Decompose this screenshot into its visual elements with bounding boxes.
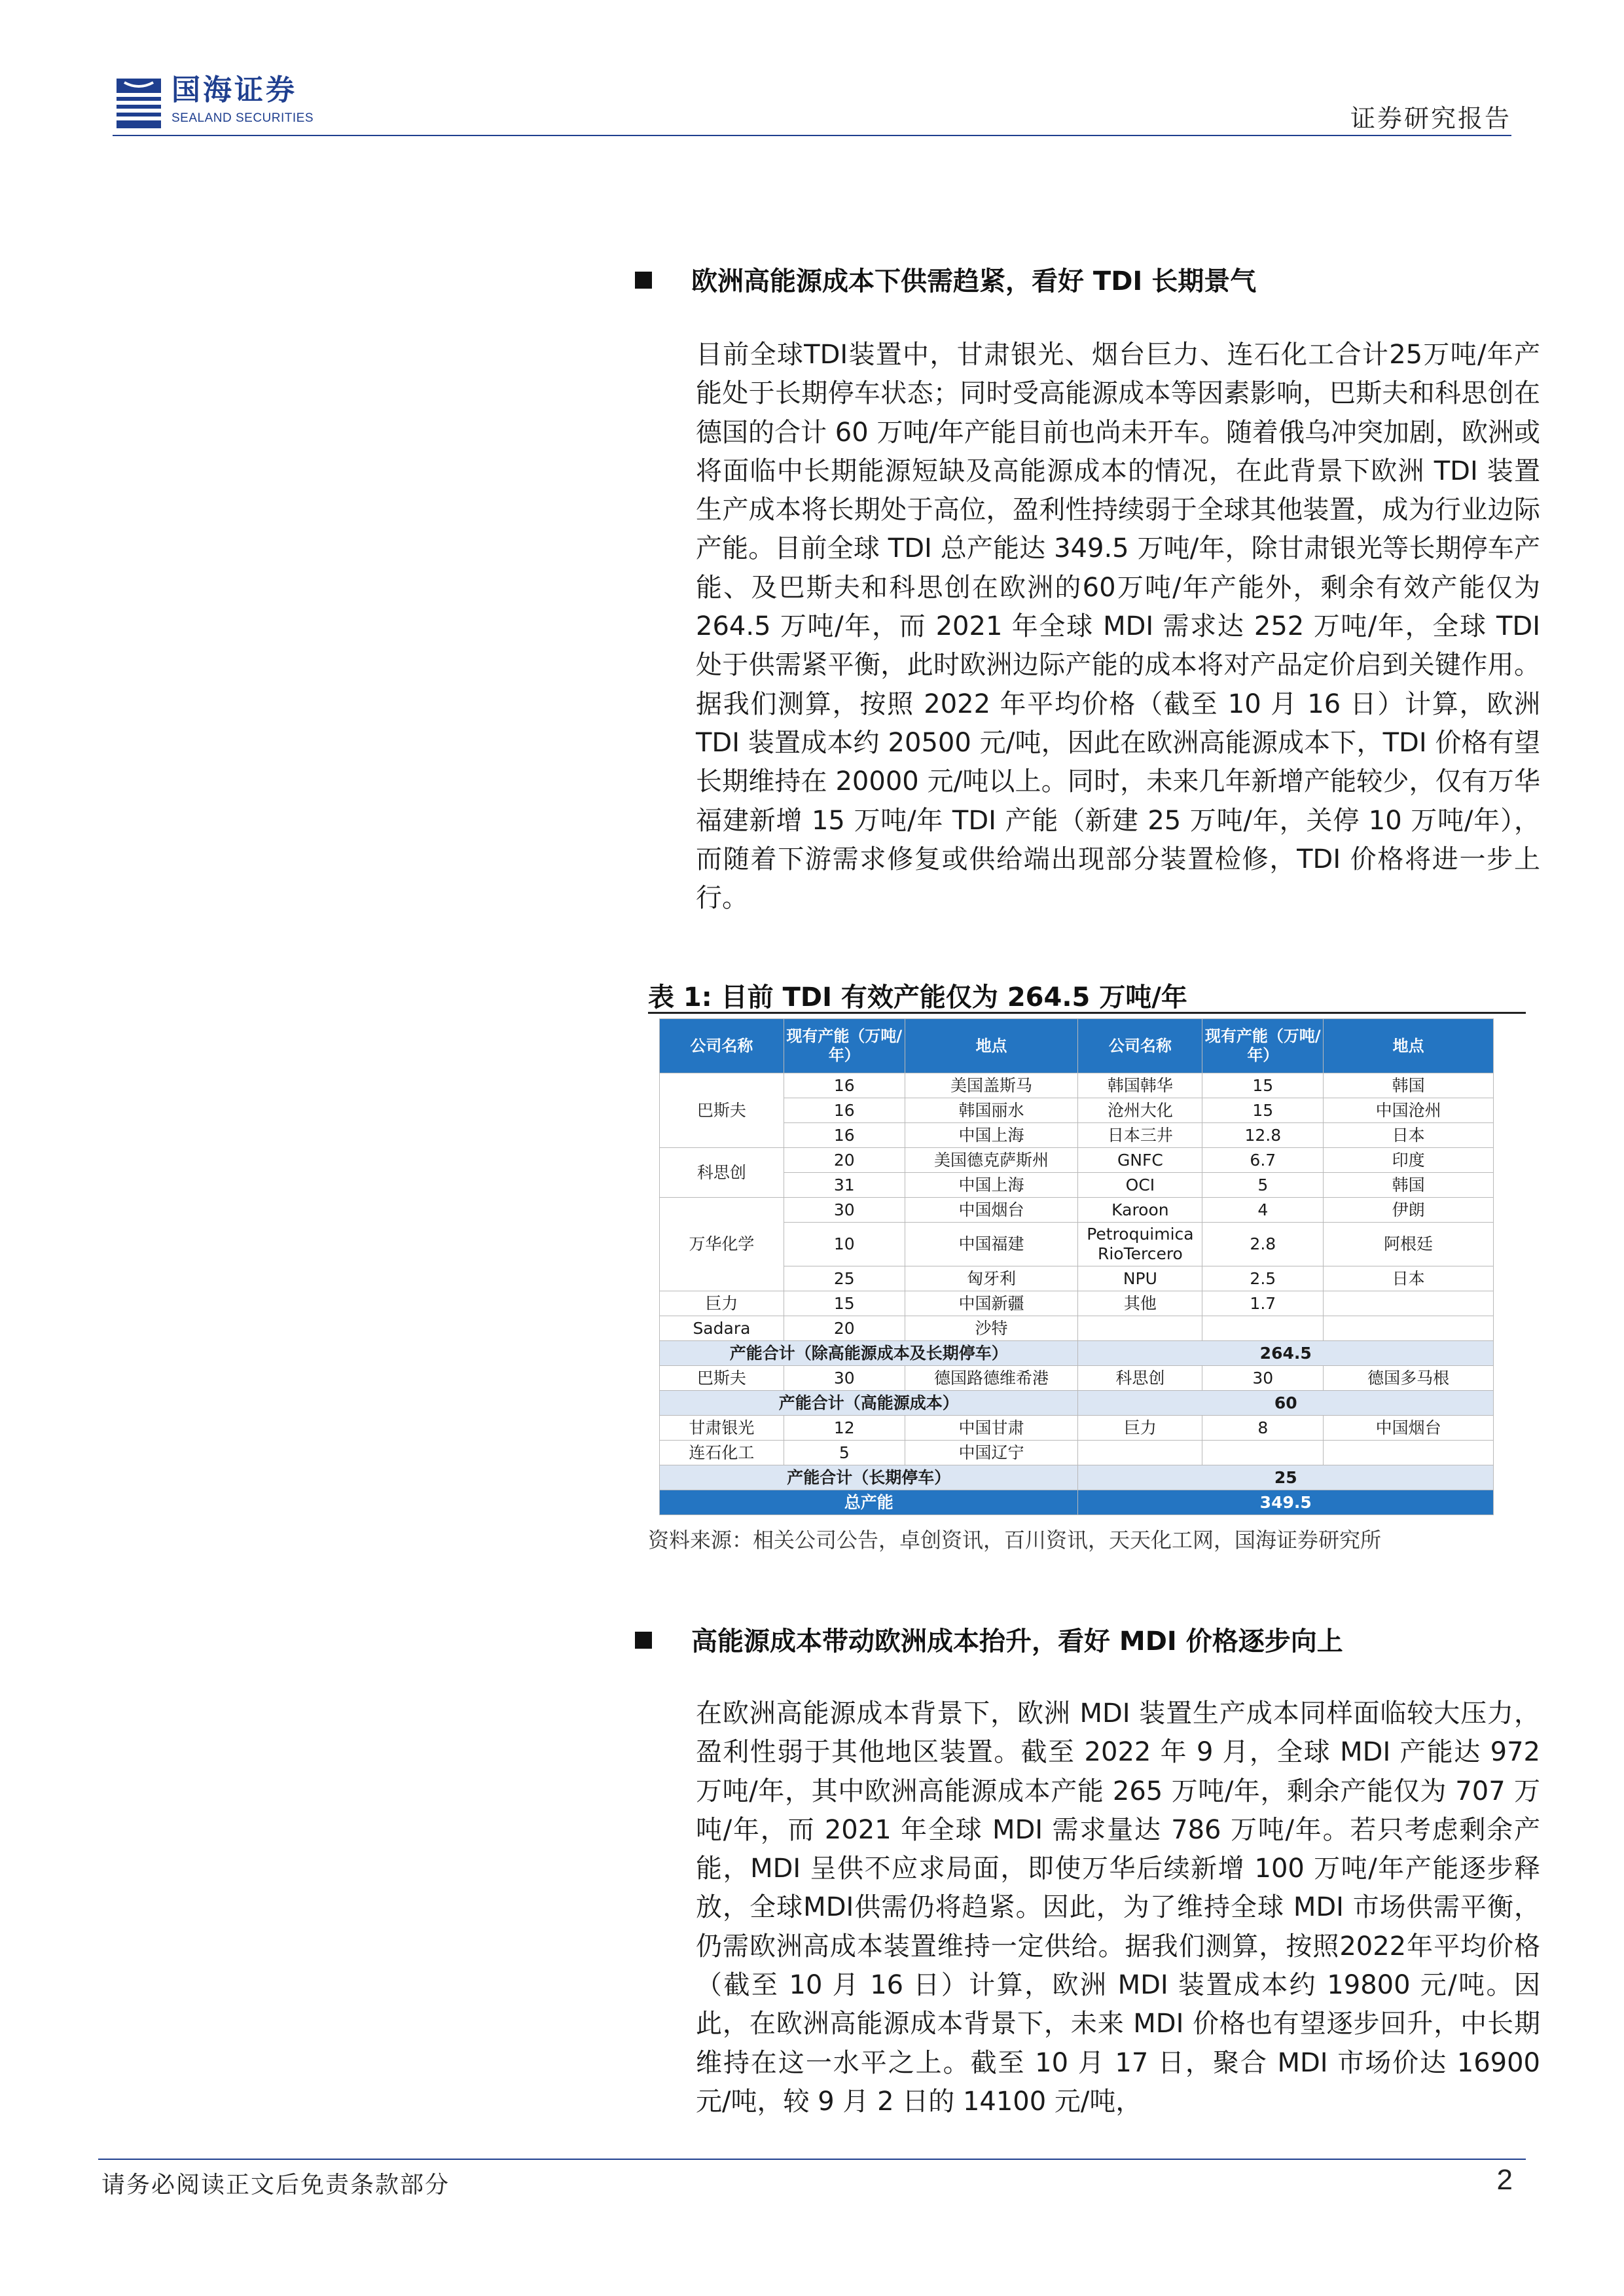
table-cell: NPU bbox=[1078, 1266, 1202, 1291]
table-cell bbox=[1324, 1291, 1494, 1316]
company-cell: 巴斯夫 bbox=[660, 1073, 784, 1148]
table-row bbox=[660, 1123, 1494, 1148]
column-header: 现有产能（万吨/年） bbox=[1202, 1019, 1324, 1073]
footer-divider bbox=[98, 2159, 1526, 2160]
table-cell: 中国新疆 bbox=[905, 1291, 1078, 1316]
table-cell: 阿根廷 bbox=[1324, 1223, 1494, 1266]
bullet-square-icon bbox=[635, 272, 652, 289]
table-cell: 韩国丽水 bbox=[905, 1098, 1078, 1123]
company-cell: 科思创 bbox=[660, 1148, 784, 1198]
table-row bbox=[660, 1148, 1494, 1173]
table-cell: 12 bbox=[784, 1416, 905, 1441]
total-value: 349.5 bbox=[1078, 1490, 1494, 1515]
table-cell: 10 bbox=[784, 1223, 905, 1266]
table-cell: 15 bbox=[1202, 1098, 1324, 1123]
table-cell: 30 bbox=[784, 1198, 905, 1223]
table-cell bbox=[1078, 1316, 1202, 1341]
table-cell bbox=[1202, 1316, 1324, 1341]
table-cell: 1.7 bbox=[1202, 1291, 1324, 1316]
summary-row bbox=[660, 1341, 1494, 1366]
bullet-square-icon bbox=[635, 1632, 652, 1649]
table-cell: 韩国 bbox=[1324, 1173, 1494, 1198]
section-heading-mdi bbox=[635, 1621, 1343, 1658]
table-cell bbox=[1324, 1441, 1494, 1465]
table-cell: 连石化工 bbox=[660, 1441, 784, 1465]
table-title: 表 1: 目前 TDI 有效产能仅为 264.5 万吨/年 bbox=[648, 982, 1187, 1013]
footer-disclaimer: 请务必阅读正文后免责条款部分 bbox=[101, 2172, 450, 2198]
table-cell: 沧州大化 bbox=[1078, 1098, 1202, 1123]
table-cell: 伊朗 bbox=[1324, 1198, 1494, 1223]
table-row bbox=[660, 1441, 1494, 1465]
column-header: 现有产能（万吨/年） bbox=[784, 1019, 905, 1073]
tdi-capacity-table bbox=[659, 1018, 1494, 1515]
paragraph-mdi: 在欧洲高能源成本背景下，欧洲 MDI 装置生产成本同样面临较大压力，盈利性弱于其他地区装置。截至 2022 年 9 月，全球 MDI 产能达 972 万吨/年，其中欧洲高能源成本产能 265 万吨/年，剩余产能仅为 707 万吨/年，而 2021 年全球 MDI 需求量达 786 万吨/年。若只考虑剩余产能，MDI 呈供不应求局面，即使万华后续新增 100 万吨/年产能逐步释放，全球MDI供需仍将趋紧。因此，为了维持全球 MDI 市场供需平衡，仍需欧洲高成本装置维持一定供给。据我们测算，按照2022年平均价格（截至 10 月 16 日）计算，欧洲 MDI 装置成本约 19800 元/吨。因此，在欧洲高能源成本背景下，未来 MDI 价格也有望逐步回升，中长期维持在这一水平之上。截至 10 月 17 日，聚合 MDI 市场价达 16900 元/吨，较 9 月 2 日的 14100 元/吨， bbox=[696, 1698, 1540, 2117]
table-cell: 16 bbox=[784, 1098, 905, 1123]
table-row bbox=[660, 1316, 1494, 1341]
table-cell bbox=[1078, 1441, 1202, 1465]
table-cell: 日本 bbox=[1324, 1123, 1494, 1148]
table-row bbox=[660, 1198, 1494, 1223]
table-row bbox=[660, 1073, 1494, 1098]
brand-name: 国海证券 bbox=[171, 73, 297, 107]
table-cell: 15 bbox=[1202, 1073, 1324, 1098]
table-cell: GNFC bbox=[1078, 1148, 1202, 1173]
table-cell: 15 bbox=[784, 1291, 905, 1316]
table-cell: 中国沧州 bbox=[1324, 1098, 1494, 1123]
table-cell: 30 bbox=[784, 1366, 905, 1391]
section-heading-text: 高能源成本带动欧洲成本抬升，看好 MDI 价格逐步向上 bbox=[691, 1626, 1343, 1657]
table-cell: 其他 bbox=[1078, 1291, 1202, 1316]
table-cell: 日本三井 bbox=[1078, 1123, 1202, 1148]
table-header-row bbox=[660, 1019, 1494, 1073]
section-heading-text: 欧洲高能源成本下供需趋紧，看好 TDI 长期景气 bbox=[691, 266, 1257, 296]
table-cell: 印度 bbox=[1324, 1148, 1494, 1173]
summary-value: 25 bbox=[1078, 1465, 1494, 1490]
table-cell: 2.5 bbox=[1202, 1266, 1324, 1291]
table-row bbox=[660, 1223, 1494, 1266]
brand-name-en: SEALAND SECURITIES bbox=[171, 111, 314, 125]
table-cell: 5 bbox=[784, 1441, 905, 1465]
table-cell: 德国路德维希港 bbox=[905, 1366, 1078, 1391]
summary-label: 产能合计（除高能源成本及长期停车） bbox=[660, 1341, 1078, 1366]
total-row bbox=[660, 1490, 1494, 1515]
table-row bbox=[660, 1366, 1494, 1391]
table-cell: 中国上海 bbox=[905, 1173, 1078, 1198]
table-cell: 中国烟台 bbox=[1324, 1416, 1494, 1441]
table-cell: 12.8 bbox=[1202, 1123, 1324, 1148]
table-cell: 20 bbox=[784, 1148, 905, 1173]
page-number: 2 bbox=[1496, 2164, 1513, 2196]
column-header: 地点 bbox=[1324, 1019, 1494, 1073]
table-cell: 日本 bbox=[1324, 1266, 1494, 1291]
table-row bbox=[660, 1266, 1494, 1291]
table-cell bbox=[1324, 1316, 1494, 1341]
summary-row bbox=[660, 1465, 1494, 1490]
table-cell: 31 bbox=[784, 1173, 905, 1198]
table-cell: 德国多马根 bbox=[1324, 1366, 1494, 1391]
summary-row bbox=[660, 1391, 1494, 1416]
table-cell: 中国辽宁 bbox=[905, 1441, 1078, 1465]
company-cell: 万华化学 bbox=[660, 1198, 784, 1291]
doc-type-label: 证券研究报告 bbox=[1350, 104, 1511, 133]
table-cell: Petroquimica RioTercero bbox=[1078, 1223, 1202, 1266]
table-cell: 5 bbox=[1202, 1173, 1324, 1198]
table-cell: Karoon bbox=[1078, 1198, 1202, 1223]
table-cell: 6.7 bbox=[1202, 1148, 1324, 1173]
table-row bbox=[660, 1173, 1494, 1198]
table-cell: 中国烟台 bbox=[905, 1198, 1078, 1223]
table-cell: 巨力 bbox=[1078, 1416, 1202, 1441]
table-cell: 韩国韩华 bbox=[1078, 1073, 1202, 1098]
table-title-rule bbox=[648, 1012, 1526, 1014]
table-cell: 科思创 bbox=[1078, 1366, 1202, 1391]
table-source-note: 资料来源：相关公司公告，卓创资讯，百川资讯，天天化工网，国海证券研究所 bbox=[648, 1528, 1382, 1552]
table-cell: 巨力 bbox=[660, 1291, 784, 1316]
summary-value: 60 bbox=[1078, 1391, 1494, 1416]
summary-label: 产能合计（高能源成本） bbox=[660, 1391, 1078, 1416]
table-cell: 16 bbox=[784, 1073, 905, 1098]
table-row bbox=[660, 1416, 1494, 1441]
table-cell: 美国德克萨斯州 bbox=[905, 1148, 1078, 1173]
table-row bbox=[660, 1098, 1494, 1123]
table-cell: 巴斯夫 bbox=[660, 1366, 784, 1391]
table-cell: Sadara bbox=[660, 1316, 784, 1341]
sealand-logo-icon bbox=[113, 73, 165, 131]
section-heading-tdi bbox=[635, 260, 1256, 298]
table-cell: 中国甘肃 bbox=[905, 1416, 1078, 1441]
table-cell: 美国盖斯马 bbox=[905, 1073, 1078, 1098]
column-header: 地点 bbox=[905, 1019, 1078, 1073]
table-cell: OCI bbox=[1078, 1173, 1202, 1198]
table-cell: 25 bbox=[784, 1266, 905, 1291]
table-cell: 甘肃银光 bbox=[660, 1416, 784, 1441]
table-cell: 20 bbox=[784, 1316, 905, 1341]
summary-value: 264.5 bbox=[1078, 1341, 1494, 1366]
total-label: 总产能 bbox=[660, 1490, 1078, 1515]
table-cell: 8 bbox=[1202, 1416, 1324, 1441]
table-cell: 4 bbox=[1202, 1198, 1324, 1223]
paragraph-tdi: 目前全球TDI装置中，甘肃银光、烟台巨力、连石化工合计25万吨/年产能处于长期停车状态；同时受高能源成本等因素影响，巴斯夫和科思创在德国的合计 60 万吨/年产能目前也尚未开车。随着俄乌冲突加剧，欧洲或将面临中长期能源短缺及高能源成本的情况，在此背景下欧洲 TDI 装置生产成本将长期处于高位，盈利性持续弱于全球其他装置，成为行业边际产能。目前全球 TDI 总产能达 349.5 万吨/年，除甘肃银光等长期停车产能、及巴斯夫和科思创在欧洲的60万吨/年产能外，剩余有效产能仅为 264.5 万吨/年，而 2021 年全球 MDI 需求达 252 万吨/年，全球 TDI 处于供需紧平衡，此时欧洲边际产能的成本将对产品定价启到关键作用。据我们测算，按照 2022 年平均价格（截至 10 月 16 日）计算，欧洲 TDI 装置成本约 20500 元/吨，因此在欧洲高能源成本下，TDI 价格有望长期维持在 20000 元/吨以上。同时，未来几年新增产能较少，仅有万华福建新增 15 万吨/年 TDI 产能（新建 25 万吨/年，关停 10 万吨/年），而随着下游需求修复或供给端出现部分装置检修，TDI 价格将进一步上行。 bbox=[696, 340, 1540, 914]
table-cell: 匈牙利 bbox=[905, 1266, 1078, 1291]
header-divider bbox=[113, 135, 1511, 136]
table-cell: 沙特 bbox=[905, 1316, 1078, 1341]
table-cell bbox=[1202, 1441, 1324, 1465]
table-cell: 2.8 bbox=[1202, 1223, 1324, 1266]
table-cell: 30 bbox=[1202, 1366, 1324, 1391]
table-cell: 中国上海 bbox=[905, 1123, 1078, 1148]
column-header: 公司名称 bbox=[660, 1019, 784, 1073]
table-cell: 韩国 bbox=[1324, 1073, 1494, 1098]
column-header: 公司名称 bbox=[1078, 1019, 1202, 1073]
summary-label: 产能合计（长期停车） bbox=[660, 1465, 1078, 1490]
table-cell: 16 bbox=[784, 1123, 905, 1148]
table-row bbox=[660, 1291, 1494, 1316]
table-cell: 中国福建 bbox=[905, 1223, 1078, 1266]
